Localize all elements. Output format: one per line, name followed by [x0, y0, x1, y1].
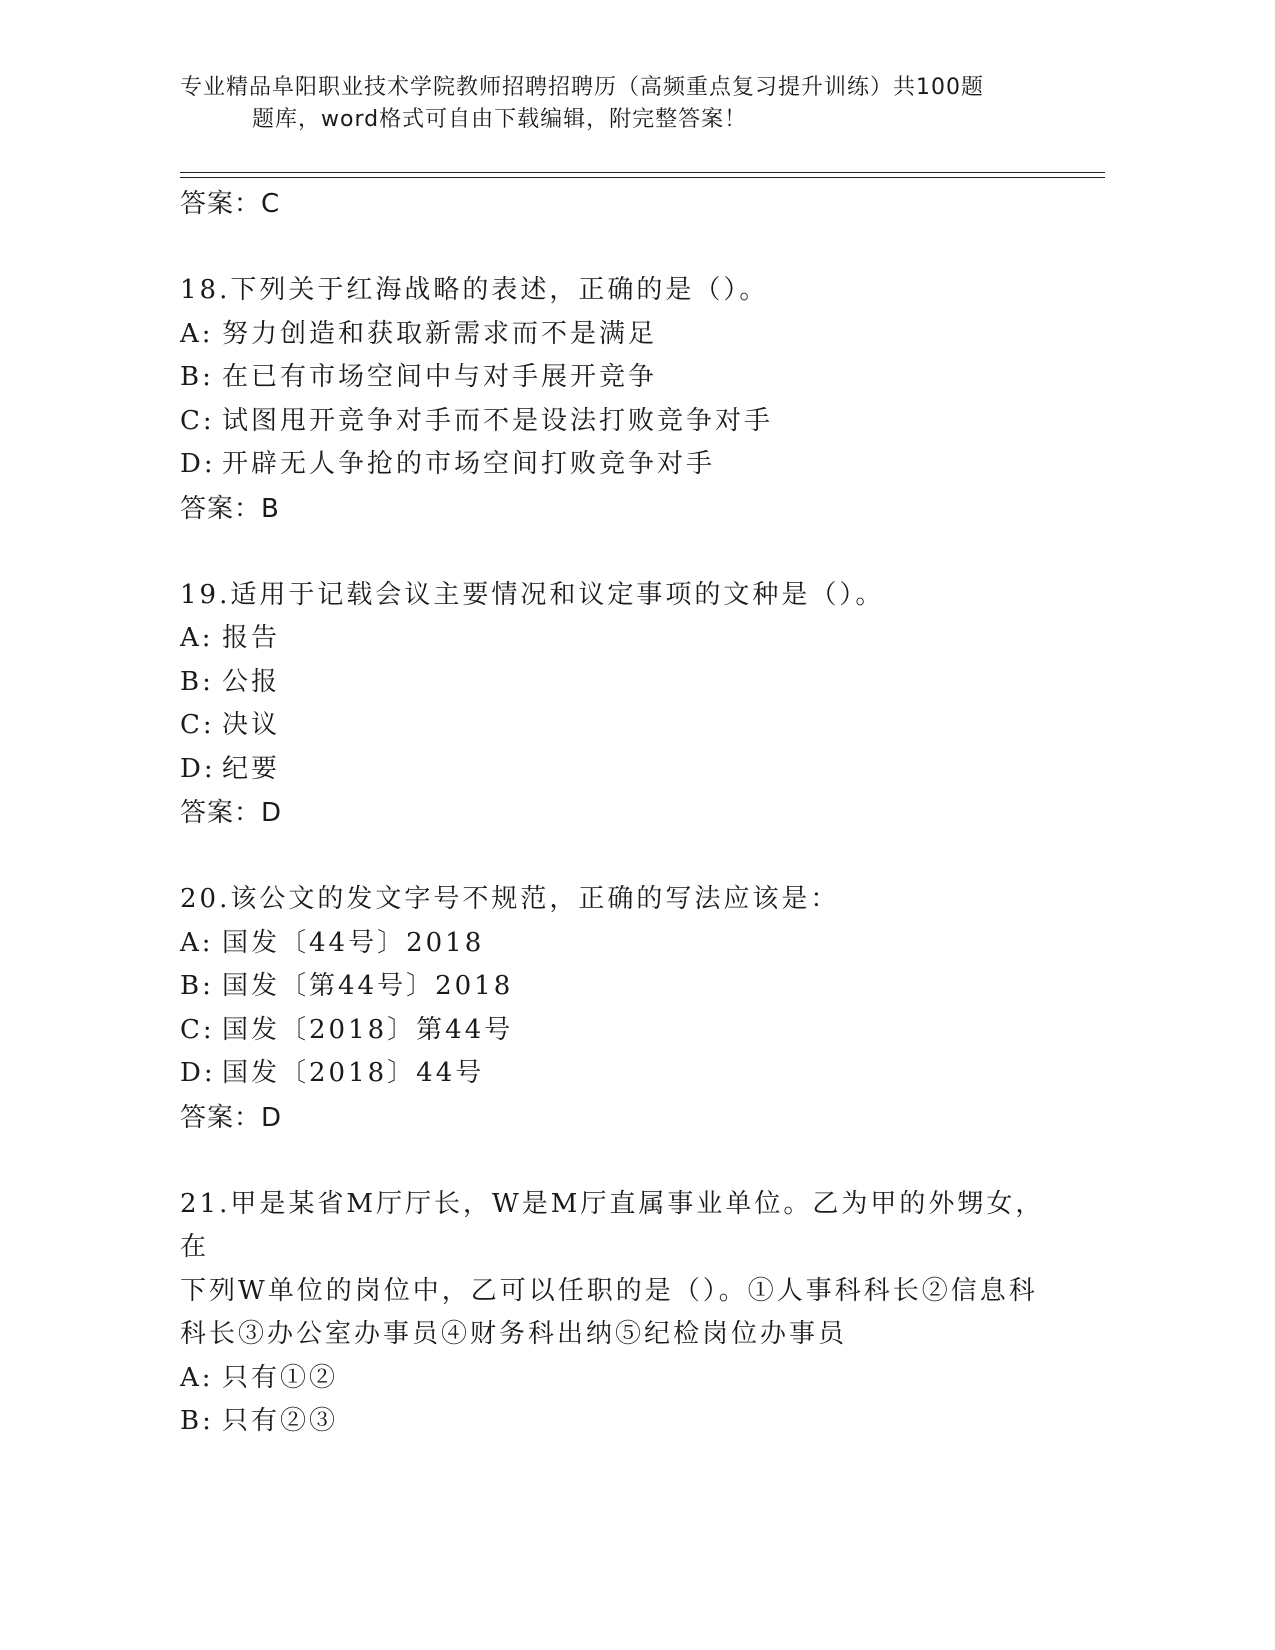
- option-text: 国发〔44号〕2018: [222, 927, 485, 958]
- option-b: [180, 1400, 1060, 1444]
- option-text: 国发〔2018〕第44号: [222, 1014, 514, 1045]
- option-label: A:: [180, 623, 214, 653]
- header-title-line-2: 题库，word格式可自由下载编辑，附完整答案！: [252, 107, 748, 132]
- page-header: [180, 72, 1060, 136]
- question-text-line-2: 下列W单位的岗位中，乙可以任职的是（）。①人事科科长②信息科: [180, 1275, 1038, 1306]
- option-text: 国发〔第44号〕2018: [222, 971, 514, 1001]
- option-label: A:: [180, 318, 214, 349]
- option-label: D:: [180, 449, 216, 479]
- option-d: [180, 1052, 1060, 1096]
- header-title-line-1: 专业精品阜阳职业技术学院教师招聘招聘历（高频重点复习提升训练）共100题: [180, 75, 984, 100]
- question-text-line-3: 科长③办公室办事员④财务科出纳⑤纪检岗位办事员: [180, 1319, 848, 1349]
- option-a: [180, 617, 1060, 661]
- option-text: 努力创造和获取新需求而不是满足: [222, 318, 658, 349]
- option-d: [180, 748, 1060, 792]
- option-text: 纪要: [222, 753, 281, 784]
- option-b: [180, 661, 1060, 705]
- option-label: B:: [180, 362, 214, 392]
- option-c: [180, 400, 1060, 444]
- option-label: C:: [180, 405, 215, 436]
- option-b: [180, 356, 1060, 400]
- answer-line: 答案：C: [180, 189, 281, 219]
- question-19: [180, 574, 1060, 836]
- question-20: [180, 878, 1060, 1140]
- header-rule-bottom: [180, 177, 1105, 178]
- answer-line: 答案：D: [180, 798, 283, 828]
- answer-line: 答案：D: [180, 1102, 283, 1133]
- option-label: B:: [180, 971, 214, 1001]
- option-text: 在已有市场空间中与对手展开竞争: [222, 362, 658, 392]
- option-text: 试图甩开竞争对手而不是设法打败竞争对手: [222, 405, 774, 436]
- answer-line: 答案：B: [180, 493, 280, 524]
- option-a: [180, 313, 1060, 357]
- option-text: 公报: [222, 666, 281, 697]
- option-b: [180, 965, 1060, 1009]
- option-a: [180, 1357, 1060, 1401]
- question-text: 20.该公文的发文字号不规范，正确的写法应该是：: [180, 884, 840, 914]
- option-label: B:: [180, 666, 214, 697]
- option-text: 报告: [222, 623, 281, 653]
- option-c: [180, 704, 1060, 748]
- option-text: 只有②③: [222, 1406, 339, 1436]
- option-text: 国发〔2018〕44号: [222, 1058, 485, 1088]
- question-21: [180, 1183, 1060, 1444]
- question-18: [180, 269, 1060, 531]
- question-list: [180, 182, 1060, 1444]
- option-text: 决议: [222, 710, 281, 740]
- option-d: [180, 443, 1060, 487]
- option-label: D:: [180, 1058, 216, 1088]
- option-label: A:: [180, 1362, 214, 1393]
- option-label: B:: [180, 1406, 214, 1436]
- option-text: 开辟无人争抢的市场空间打败竞争对手: [222, 449, 716, 479]
- option-label: C:: [180, 1014, 215, 1045]
- option-label: C:: [180, 710, 215, 740]
- question-text: 19.适用于记载会议主要情况和议定事项的文种是（）。: [180, 579, 885, 610]
- question-text: 18.下列关于红海战略的表述，正确的是（）。: [180, 275, 769, 305]
- option-text: 只有①②: [222, 1362, 339, 1393]
- option-label: A:: [180, 927, 214, 958]
- option-label: D:: [180, 753, 216, 784]
- option-c: [180, 1009, 1060, 1053]
- option-a: [180, 922, 1060, 966]
- header-rule-top: [180, 172, 1105, 173]
- question-text-line-1: 21.甲是某省M厅厅长，W是M厅直属事业单位。乙为甲的外甥女，在: [180, 1188, 1045, 1262]
